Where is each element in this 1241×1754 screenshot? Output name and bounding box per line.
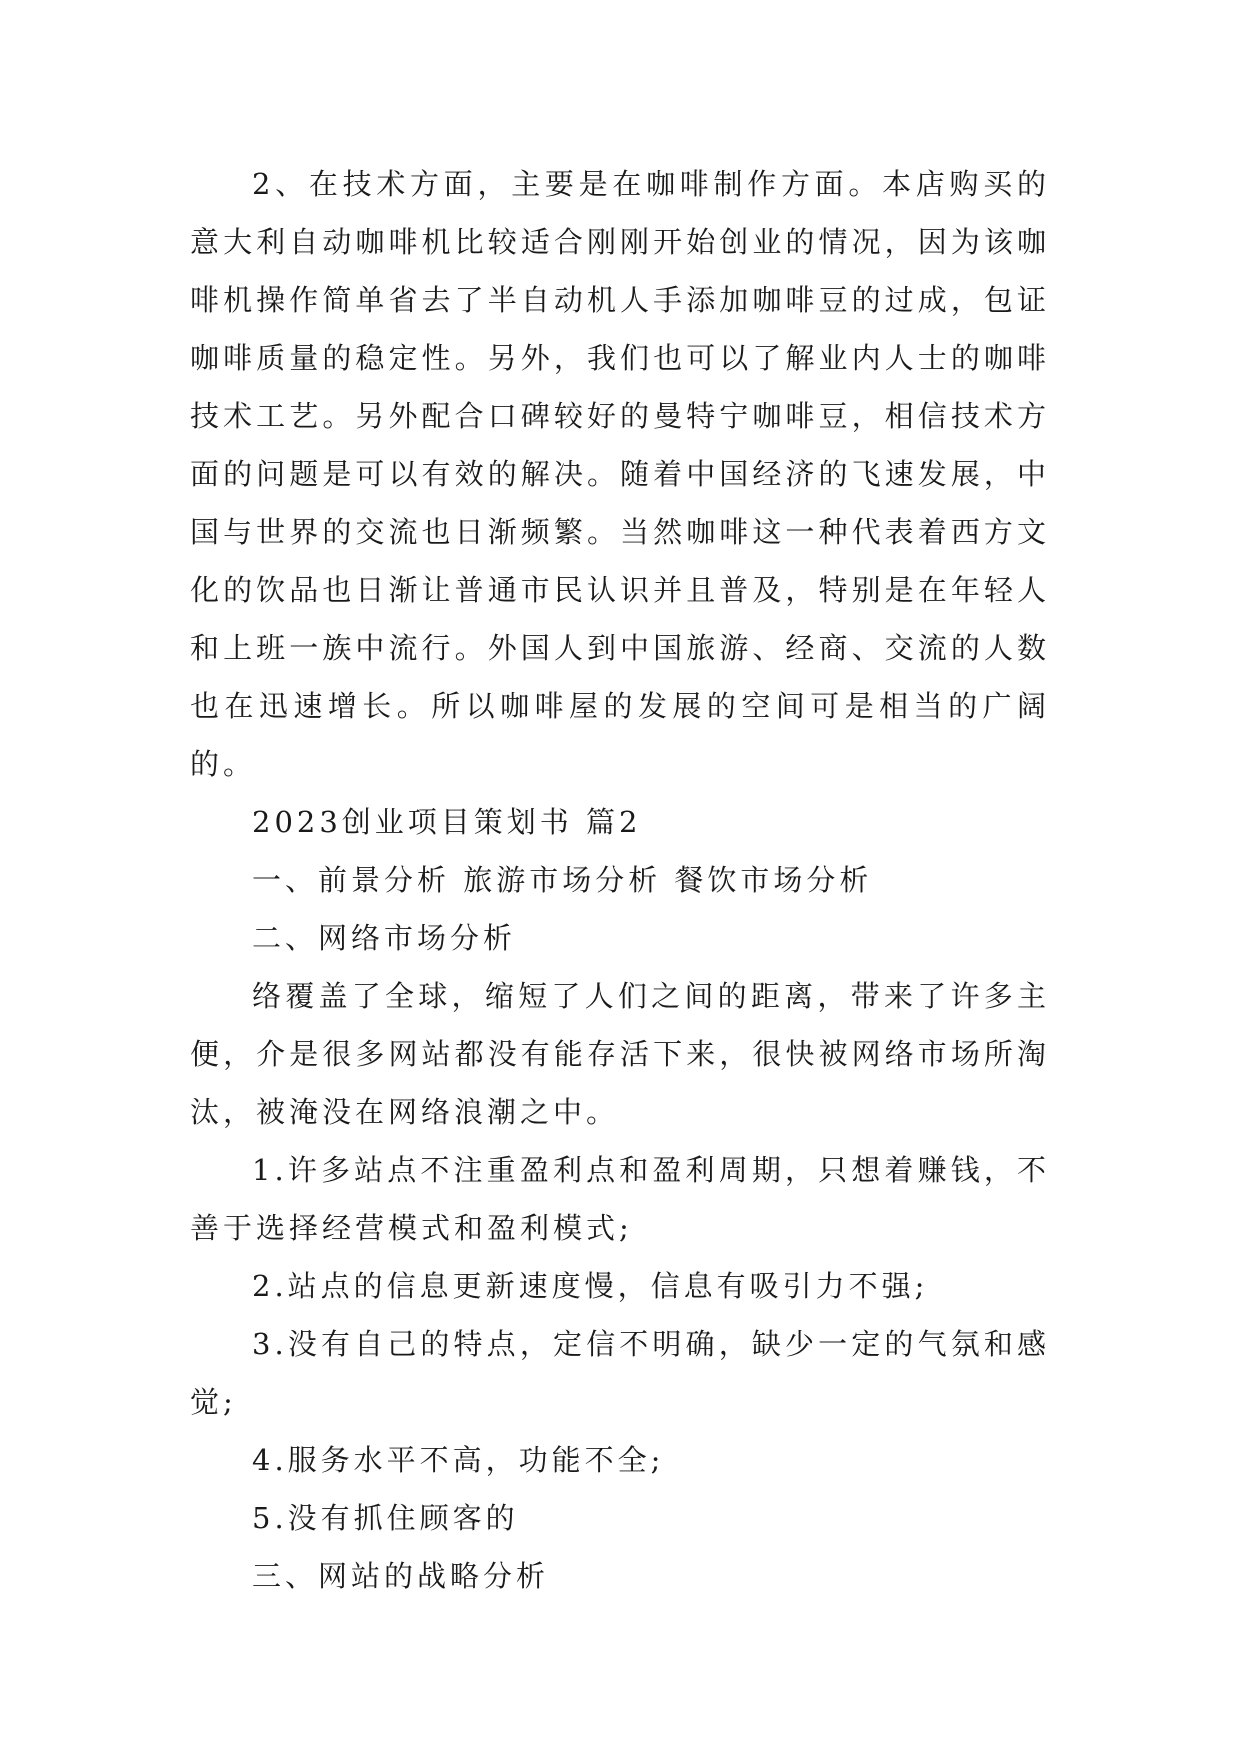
document-body (190, 155, 1050, 1605)
heading-strategy: 三、网站的战略分析 (252, 1559, 550, 1593)
paragraph-network: 络覆盖了全球，缩短了人们之间的距离，带来了许多主便，介是很多网站都没有能存活下来，很快被网络市场所淘汰，被淹没在网络浪潮之中。 (190, 979, 1050, 1129)
list-item-3: 3.没有自己的特点，定信不明确，缺少一定的气氛和感觉; (190, 1327, 1050, 1419)
list-item-5: 5.没有抓住顾客的 (252, 1501, 519, 1535)
list-item-1: 1.许多站点不注重盈利点和盈利周期，只想着赚钱，不善于选择经营模式和盈利模式; (190, 1153, 1050, 1245)
list-item-4: 4.服务水平不高，功能不全; (252, 1443, 665, 1477)
paragraph-tech: 2、在技术方面，主要是在咖啡制作方面。本店购买的意大利自动咖啡机比较适合刚刚开始创业的情况，因为该咖啡机操作简单省去了半自动机人手添加咖啡豆的过成，包证咖啡质量的稳定性。另外，我们也可以了解业内人士的咖啡技术工艺。另外配合口碑较好的曼特宁咖啡豆，相信技术方面的问题是可以有效的解决。随着中国经济的飞速发展，中国与世界的交流也日渐频繁。当然咖啡这一种代表着西方文化的饮品也日渐让普通市民认识并且普及，特别是在年轻人和上班一族中流行。外国人到中国旅游、经商、交流的人数也在迅速增长。所以咖啡屋的发展的空间可是相当的广阔的。 (190, 167, 1050, 781)
heading-prospect-analysis: 一、前景分析 旅游市场分析 餐饮市场分析 (252, 863, 873, 897)
section-title: 2023创业项目策划书 篇2 (252, 805, 642, 839)
list-item-2: 2.站点的信息更新速度慢，信息有吸引力不强; (252, 1269, 929, 1303)
heading-network-market: 二、网络市场分析 (252, 921, 517, 955)
